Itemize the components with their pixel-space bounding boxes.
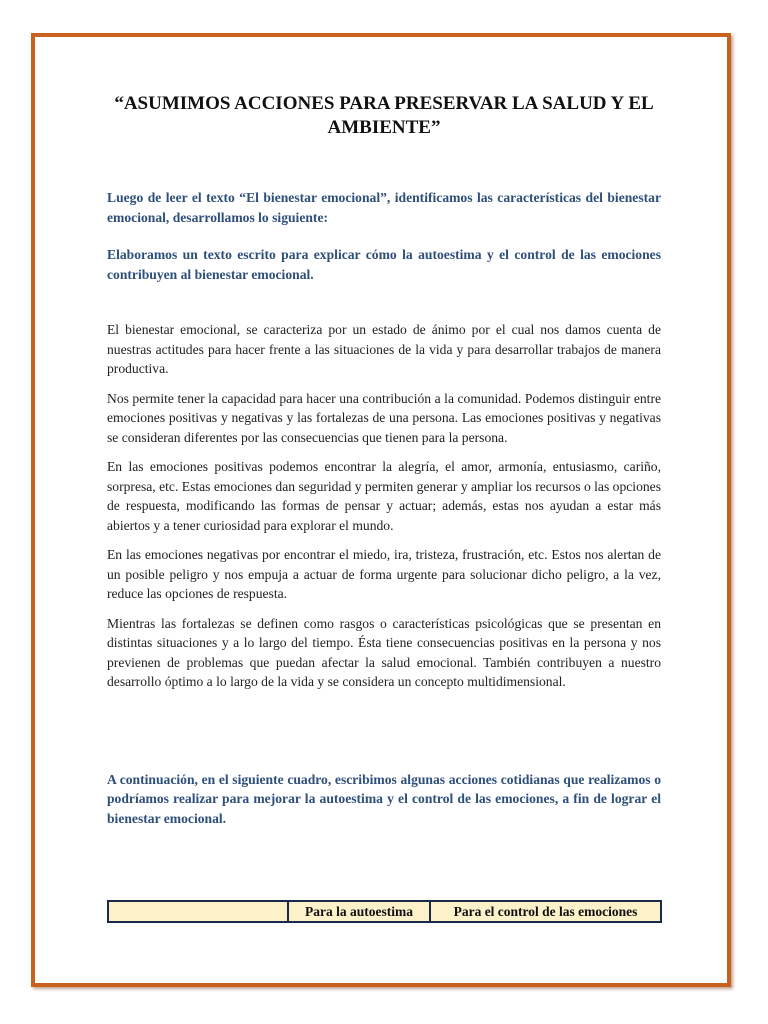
instruction-table: A continuación, en el siguiente cuadro, escribimos algunas acciones cotidianas que realizamos o podríamos realizar para mejorar la autoestima y el control de las emociones, a fin de lograr el bienestar emocional. [107, 771, 661, 826]
instruction-write-text: Elaboramos un texto escrito para explicar cómo la autoestima y el control de las emociones contribuyen al bienestar emocional. [107, 247, 661, 282]
paragraph-2: Nos permite tener la capacidad para hacer una contribución a la comunidad. Podemos distinguir entre emociones positivas y negativas y las fortalezas de una persona. Las emociones positivas y negativas se consideran diferentes por las consecuencias que tienen para la persona. [107, 390, 661, 445]
table-header-row [108, 901, 661, 922]
actions-table [107, 900, 662, 923]
paragraph-3: En las emociones positivas podemos encontrar la alegría, el amor, armonía, entusiasmo, cariño, sorpresa, etc. Estas emociones dan seguridad y permiten generar y ampliar los recursos o las opciones de respuesta, modificando las formas de pensar y actuar; además, estas nos ayudan a estar más abiertos y a tener curiosidad para explorar el mundo. [107, 459, 661, 533]
document-body [107, 92, 661, 828]
paragraph-5: Mientras las fortalezas se definen como rasgos o características psicológicas que se presentan en distintas situaciones y a lo largo del tiempo. Ésta tiene consecuencias positivas en la persona y nos previenen de problemas que puedan afectar la salud emocional. También contribuyen a nuestro desarrollo óptimo a lo largo de la vida y se considera un concepto multidimensional. [107, 615, 661, 689]
table-header-autoestima: Para la autoestima [288, 901, 430, 922]
paragraph-1: El bienestar emocional, se caracteriza por un estado de ánimo por el cual nos damos cuenta de nuestras actitudes para hacer frente a las situaciones de la vida y para desarrollar trabajos de manera productiva. [107, 322, 661, 376]
table-header-empty [108, 901, 288, 922]
table-header-control-emociones: Para el control de las emociones [430, 901, 661, 922]
paragraph-4: En las emociones negativas por encontrar el miedo, ira, tristeza, frustración, etc. Estos nos alertan de un posible peligro y nos empuja a actuar de forma urgente para solucionar dicho peligro, a la vez, reduce las opciones de respuesta. [107, 547, 661, 601]
document-title: “ASUMIMOS ACCIONES PARA PRESERVAR LA SALUD Y EL AMBIENTE” [114, 93, 654, 138]
instruction-read-text: Luego de leer el texto “El bienestar emocional”, identificamos las características del bienestar emocional, desarrollamos lo siguiente: [107, 190, 661, 225]
